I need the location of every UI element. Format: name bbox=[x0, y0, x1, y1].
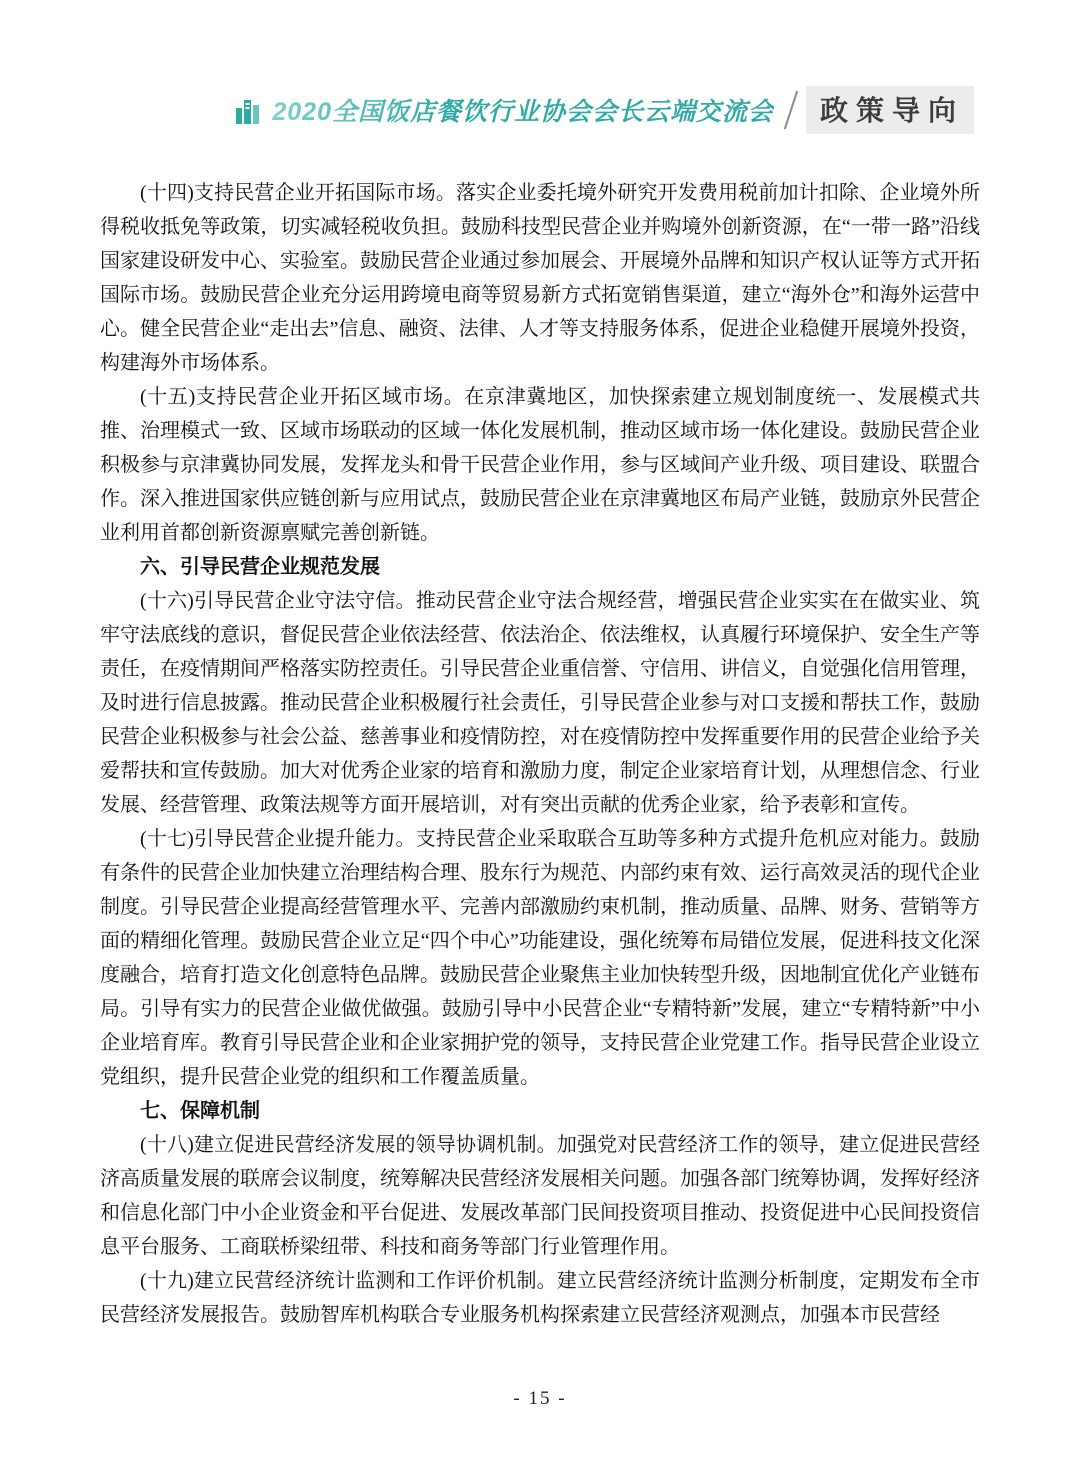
section-heading-7: 七、保障机制 bbox=[140, 1100, 260, 1122]
page-header bbox=[234, 86, 974, 134]
paragraph-17: (十七)引导民营企业提升能力。支持民营企业采取联合互助等多种方式提升危机应对能力。鼓励有条件的民营企业加快建立治理结构合理、股东行为规范、内部约束有效、运行高效灵活的现代企业制度。引导民营企业提高经营管理水平、完善内部激励约束机制，推动质量、品牌、财务、营销等方面的精细化管理。鼓励民营企业立足“四个中心”功能建设，强化统筹布局错位发展，促进科技文化深度融合，培育打造文化创意特色品牌。鼓励民营企业聚焦主业加快转型升级，因地制宜优化产业链布局。引导有实力的民营企业做优做强。鼓励引导中小民营企业“专精特新”发展，建立“专精特新”中小企业培育库。教育引导民营企业和企业家拥护党的领导，支持民营企业党建工作。指导民营企业设立党组织，提升民营企业党的组织和工作覆盖质量。 bbox=[100, 828, 980, 1088]
page-footer bbox=[0, 1388, 1080, 1410]
buildings-icon bbox=[234, 96, 264, 124]
event-title: 2020全国饭店餐饮行业协会会长云端交流会 bbox=[272, 92, 774, 128]
paragraph-14: (十四)支持民营企业开拓国际市场。落实企业委托境外研究开发费用税前加计扣除、企业境外所得税收抵免等政策，切实减轻税收负担。鼓励科技型民营企业并购境外创新资源，在“一带一路”沿线国家建设研发中心、实验室。鼓励民营企业通过参加展会、开展境外品牌和知识产权认证等方式开拓国际市场。鼓励民营企业充分运用跨境电商等贸易新方式拓宽销售渠道，建立“海外仓”和海外运营中心。健全民营企业“走出去”信息、融资、法律、人才等支持服务体系，促进企业稳健开展境外投资，构建海外市场体系。 bbox=[100, 182, 980, 374]
document-body bbox=[100, 176, 980, 1332]
section-label: 政策导向 bbox=[806, 86, 974, 134]
header-divider bbox=[784, 91, 798, 130]
page-number: - 15 - bbox=[513, 1388, 567, 1409]
paragraph-19: (十九)建立民营经济统计监测和工作评价机制。建立民营经济统计监测分析制度，定期发布全市民营经济发展报告。鼓励智库机构联合专业服务机构探索建立民营经济观测点，加强本市民营经 bbox=[100, 1270, 980, 1326]
paragraph-18: (十八)建立促进民营经济发展的领导协调机制。加强党对民营经济工作的领导，建立促进民营经济高质量发展的联席会议制度，统筹解决民营经济发展相关问题。加强各部门统筹协调，发挥好经济和信息化部门中小企业资金和平台促进、发展改革部门民间投资项目推动、投资促进中心民间投资信息平台服务、工商联桥梁纽带、科技和商务等部门行业管理作用。 bbox=[100, 1134, 980, 1258]
paragraph-16: (十六)引导民营企业守法守信。推动民营企业守法合规经营，增强民营企业实实在在做实业、筑牢守法底线的意识，督促民营企业依法经营、依法治企、依法维权，认真履行环境保护、安全生产等责任，在疫情期间严格落实防控责任。引导民营企业重信誉、守信用、讲信义，自觉强化信用管理，及时进行信息披露。推动民营企业积极履行社会责任，引导民营企业参与对口支援和帮扶工作，鼓励民营企业积极参与社会公益、慈善事业和疫情防控，对在疫情防控中发挥重要作用的民营企业给予关爱帮扶和宣传鼓励。加大对优秀企业家的培育和激励力度，制定企业家培育计划，从理想信念、行业发展、经营管理、政策法规等方面开展培训，对有突出贡献的优秀企业家，给予表彰和宣传。 bbox=[100, 590, 980, 816]
paragraph-15: (十五)支持民营企业开拓区域市场。在京津冀地区，加快探索建立规划制度统一、发展模式共推、治理模式一致、区域市场联动的区域一体化发展机制，推动区域市场一体化建设。鼓励民营企业积极参与京津冀协同发展，发挥龙头和骨干民营企业作用，参与区域间产业升级、项目建设、联盟合作。深入推进国家供应链创新与应用试点，鼓励民营企业在京津冀地区布局产业链，鼓励京外民营企业利用首都创新资源禀赋完善创新链。 bbox=[100, 386, 980, 544]
section-heading-6: 六、引导民营企业规范发展 bbox=[140, 556, 380, 578]
